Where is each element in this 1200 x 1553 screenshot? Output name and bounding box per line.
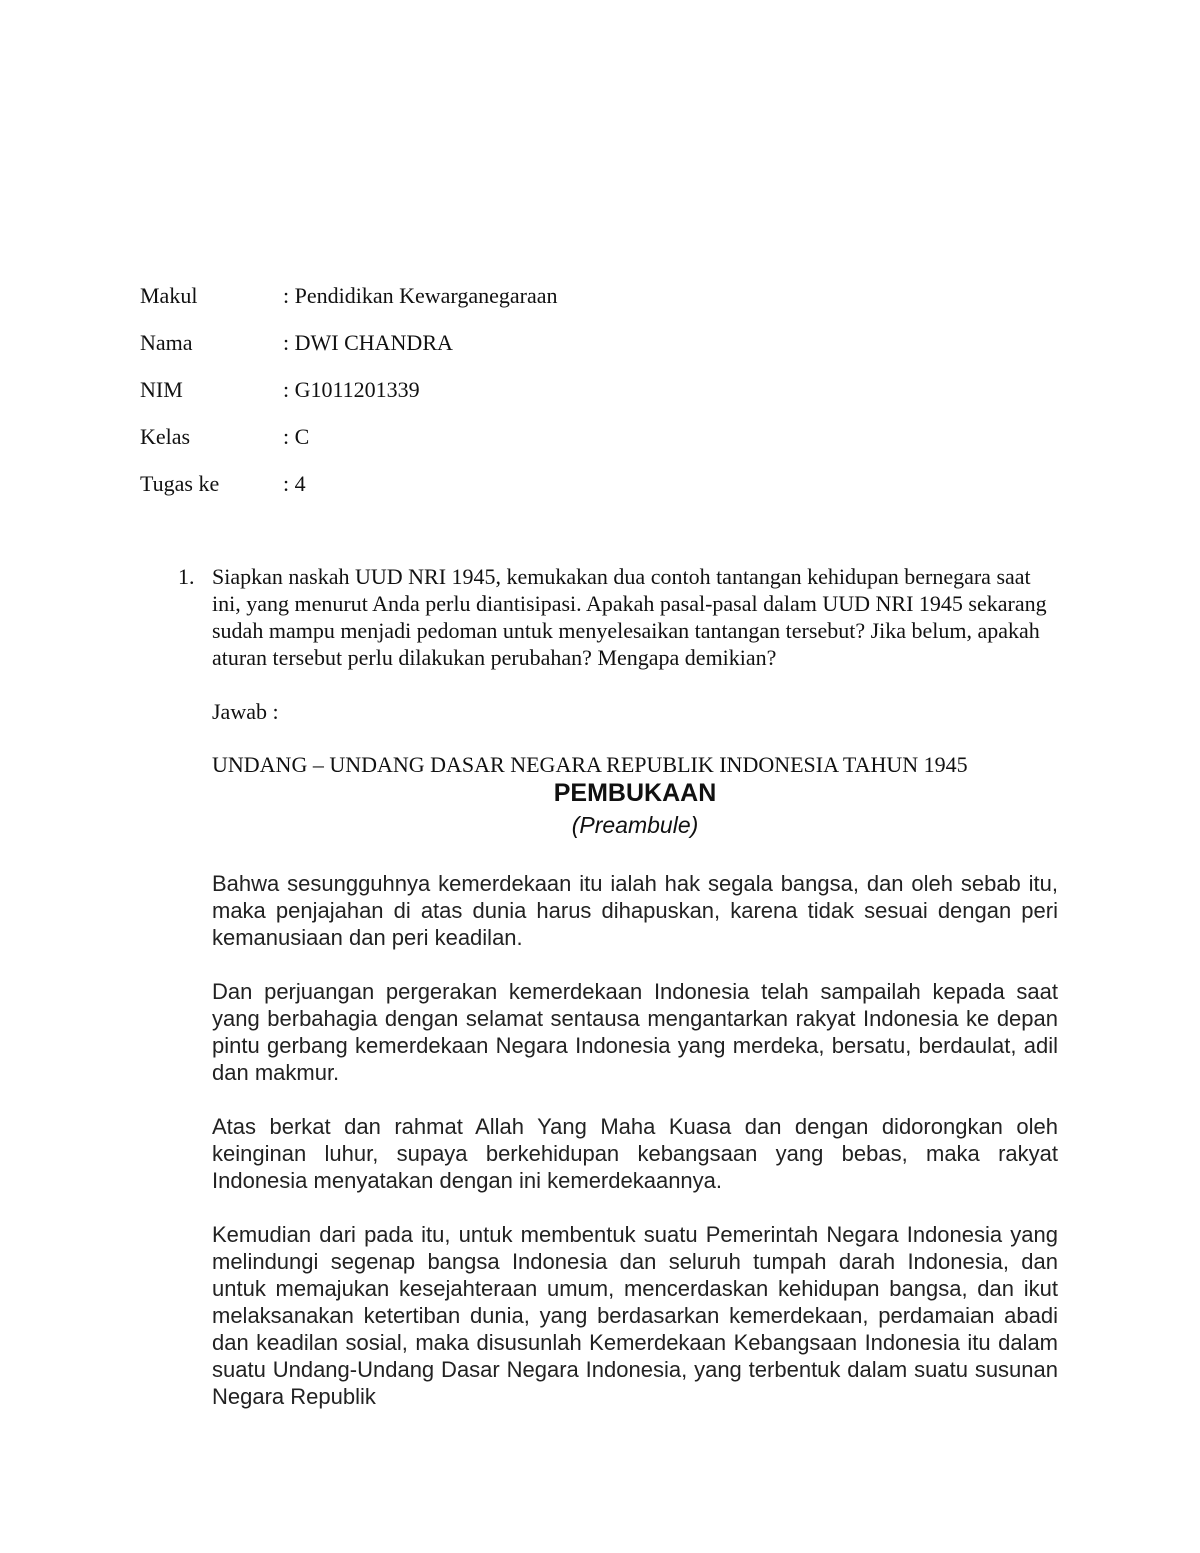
preambule-subheading: (Preambule)	[571, 812, 699, 838]
info-row-makul	[140, 281, 940, 328]
question-text: Siapkan naskah UUD NRI 1945, kemukakan dua contoh tantangan kehidupan bernegara saat ini, yang menurut Anda perlu diantisipasi. Apakah pasal-pasal dalam UUD NRI 1945 sekarang sudah mampu menjadi pedoman untuk menyelesaikan tantangan tersebut? Jika belum, apakah aturan tersebut perlu dilakukan perubahan? Mengapa demikian?	[212, 564, 1047, 670]
preamble-paragraph: Kemudian dari pada itu, untuk membentuk suatu Pemerintah Negara Indonesia yang melindungi segenap bangsa Indonesia dan seluruh tumpah darah Indonesia, dan untuk memajukan kesejahteraan umum, mencerdaskan kehidupan bangsa, dan ikut melaksanakan ketertiban dunia, yang berdasarkan kemerdekaan, perdamaian abadi dan keadilan sosial, maka disusunlah Kemerdekaan Kebangsaan Indonesia itu dalam suatu Undang-Undang Dasar Negara Indonesia, yang terbentuk dalam suatu susunan Negara Republik	[212, 1222, 1058, 1409]
info-value: : DWI CHANDRA	[283, 330, 453, 355]
info-row-kelas	[140, 422, 940, 469]
info-label: Kelas	[140, 424, 191, 449]
info-label: Nama	[140, 330, 193, 355]
info-value: : 4	[283, 471, 306, 496]
info-value: : C	[283, 424, 310, 449]
uud-title: UNDANG – UNDANG DASAR NEGARA REPUBLIK INDONESIA TAHUN 1945	[212, 752, 968, 777]
preamble-paragraph: Dan perjuangan pergerakan kemerdekaan Indonesia telah sampailah kepada saat yang berbahagia dengan selamat sentausa mengantarkan rakyat Indonesia ke depan pintu gerbang kemerdekaan Negara Indonesia yang merdeka, bersatu, berdaulat, adil dan makmur.	[212, 979, 1058, 1085]
preamble-paragraph: Bahwa sesungguhnya kemerdekaan itu ialah hak segala bangsa, dan oleh sebab itu, maka penjajahan di atas dunia harus dihapuskan, karena tidak sesuai dengan peri kemanusiaan dan peri keadilan.	[212, 871, 1058, 950]
pembukaan-heading: PEMBUKAAN	[553, 779, 717, 807]
info-row-nama	[140, 328, 940, 375]
info-row-tugas	[140, 469, 940, 516]
preamble-body	[212, 870, 1058, 1437]
info-row-nim	[140, 375, 940, 422]
question-number: 1.	[178, 564, 195, 589]
answer-label: Jawab :	[212, 699, 279, 724]
question-item	[178, 563, 1058, 671]
info-label: NIM	[140, 377, 183, 402]
info-label: Tugas ke	[140, 471, 220, 496]
info-value: : Pendidikan Kewarganegaraan	[283, 283, 558, 308]
info-label: Makul	[140, 283, 198, 308]
student-info-header	[140, 281, 940, 516]
preamble-paragraph: Atas berkat dan rahmat Allah Yang Maha Kuasa dan dengan didorongkan oleh keinginan luhur, supaya berkehidupan kebangsaan yang bebas, maka rakyat Indonesia menyatakan dengan ini kemerdekaannya.	[212, 1114, 1058, 1193]
info-value: : G1011201339	[283, 377, 420, 402]
